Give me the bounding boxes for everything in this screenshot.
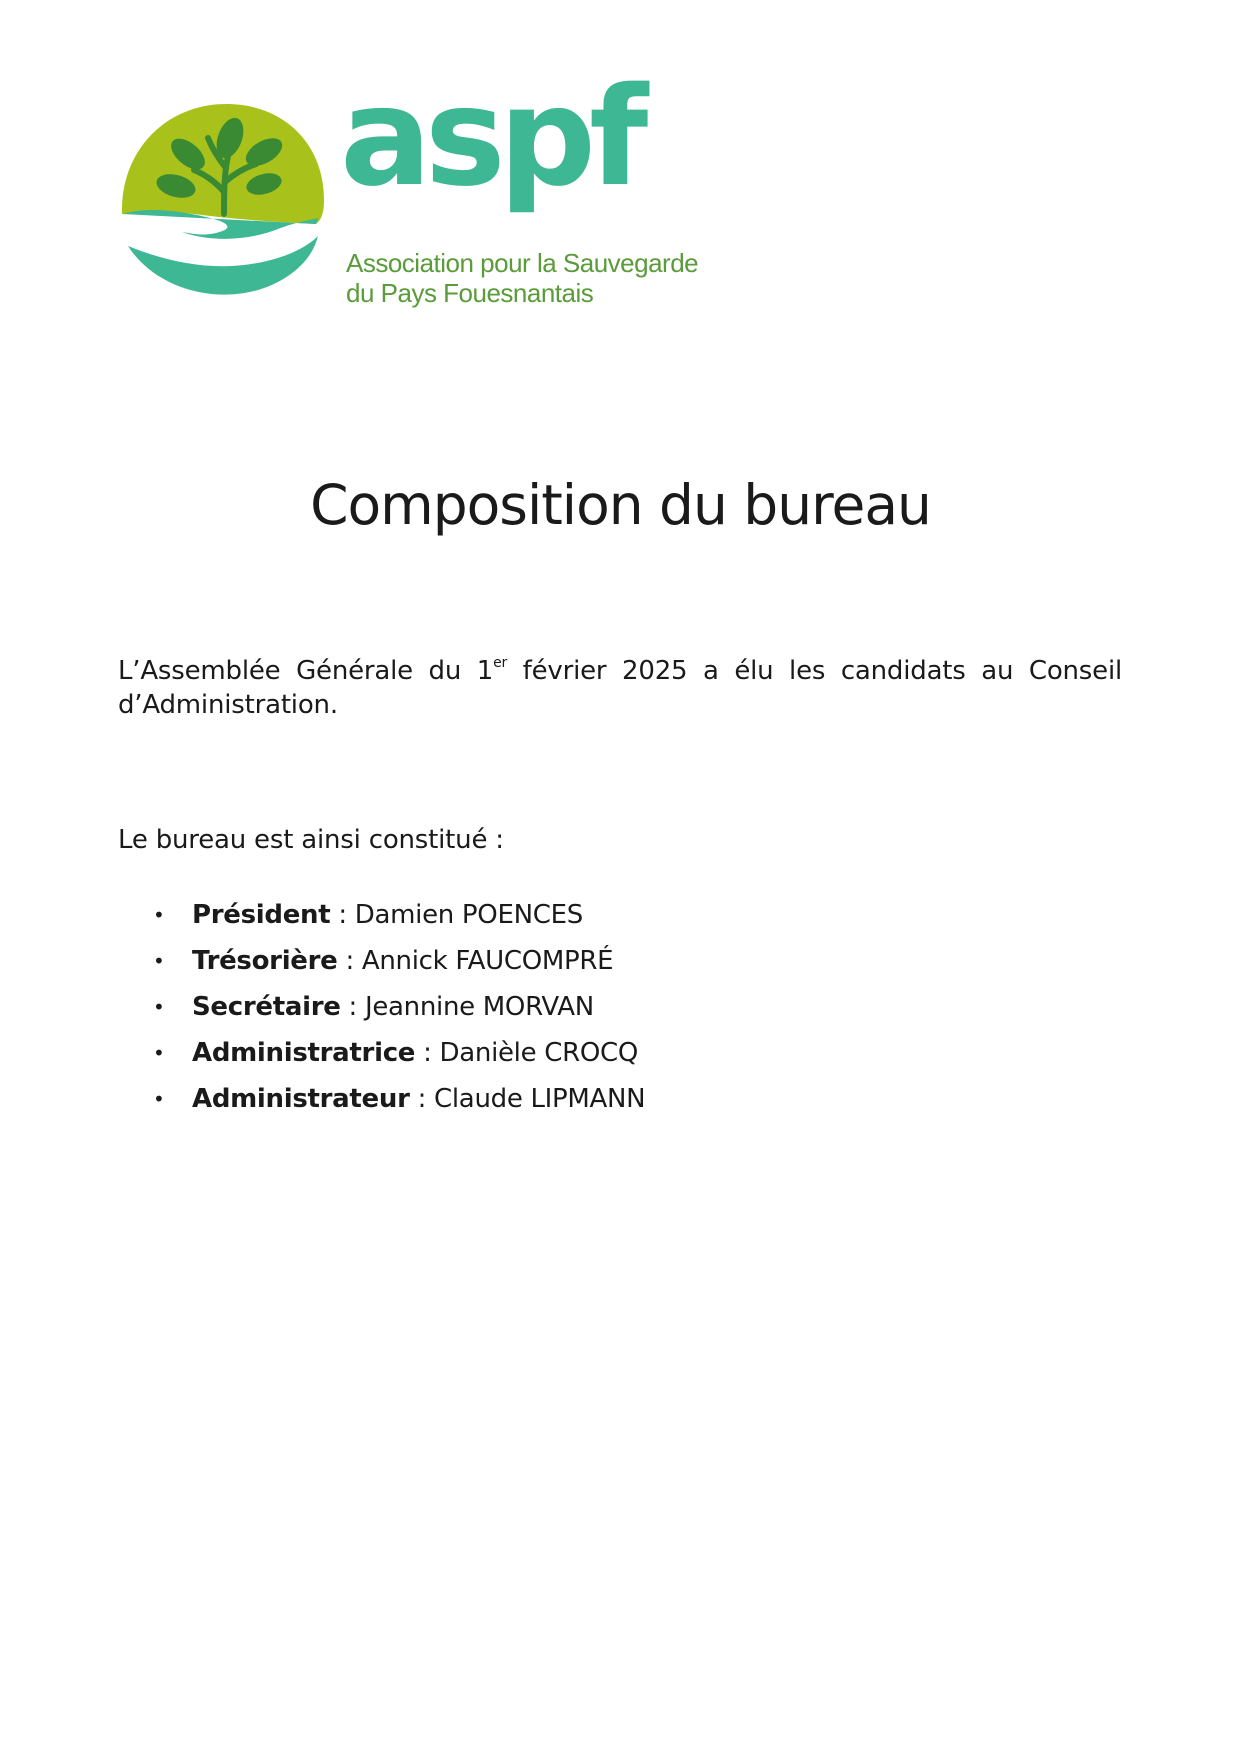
member-separator: : — [415, 1038, 440, 1068]
logo-tagline-line-1: Association pour la Sauvegarde — [346, 248, 699, 278]
member-entry — [192, 1036, 638, 1070]
member-entry — [192, 990, 594, 1024]
bullet: • — [153, 995, 165, 1019]
hand-holding-sapling-icon — [118, 96, 328, 311]
intro-paragraph — [118, 654, 1122, 722]
member-name: Damien POENCES — [354, 900, 583, 930]
aspf-logo — [118, 59, 718, 316]
bullet: • — [153, 949, 165, 973]
member-name: Claude LIPMANN — [434, 1084, 646, 1114]
intro-text-end: février 2025 a élu les candidats au Conseil d’Administration. — [118, 656, 1122, 720]
page-title: Composition du bureau — [310, 473, 931, 537]
member-entry — [192, 1082, 645, 1116]
logo-tagline — [346, 248, 698, 308]
member-separator: : — [330, 900, 355, 930]
member-name: Danièle CROCQ — [439, 1038, 639, 1068]
member-role: Administrateur — [192, 1084, 410, 1114]
logo-tagline-line-2: du Pays Fouesnantais — [346, 278, 594, 308]
intro-text-start: L’Assemblée Générale du 1 — [118, 656, 494, 686]
member-entry — [192, 944, 613, 978]
member-entry — [192, 898, 583, 932]
member-name: Annick FAUCOMPRÉ — [361, 946, 614, 976]
bullet: • — [153, 1087, 165, 1111]
member-separator: : — [409, 1084, 435, 1114]
member-name: Jeannine MORVAN — [364, 992, 594, 1022]
member-separator: : — [337, 946, 362, 976]
bureau-lead-text: Le bureau est ainsi constitué : — [118, 825, 504, 855]
bullet: • — [153, 1041, 165, 1065]
intro-ordinal-suffix: er — [493, 655, 508, 671]
member-role: Administratrice — [192, 1038, 416, 1068]
member-role: Président — [192, 900, 331, 930]
member-role: Trésorière — [192, 946, 338, 976]
member-separator: : — [340, 992, 365, 1022]
member-role: Secrétaire — [192, 992, 341, 1022]
bullet: • — [153, 903, 165, 927]
logo-wordmark: aspf — [340, 59, 642, 217]
